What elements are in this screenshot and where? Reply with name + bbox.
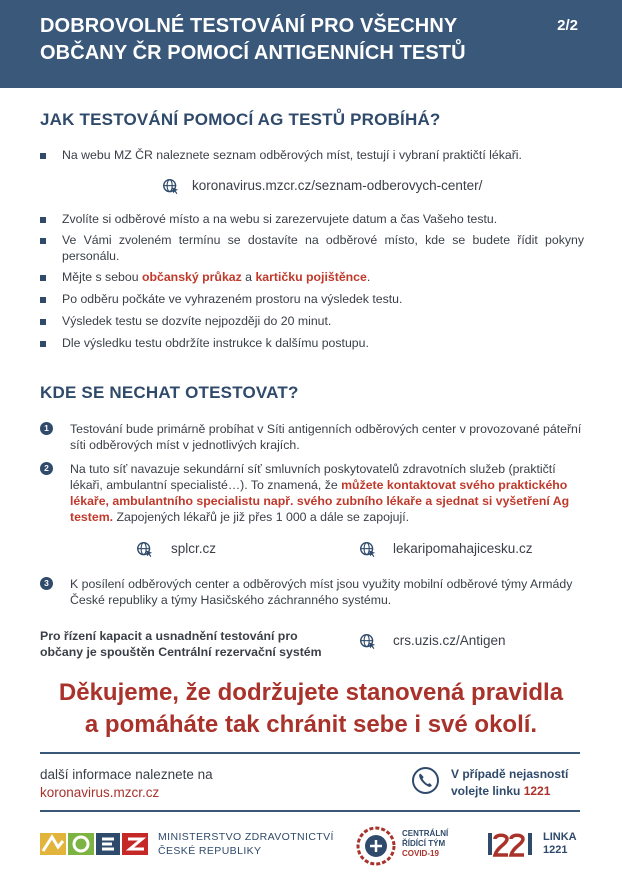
bullet-square-icon — [40, 275, 46, 281]
divider — [40, 810, 580, 812]
reservation-system-text: Pro řízení kapacit a usnadnění testování pro občany je spouštěn Centrální rezervační systém — [40, 629, 322, 659]
link-crs[interactable]: crs.uzis.cz/Antigen — [393, 633, 506, 648]
globe-cursor-icon — [162, 178, 179, 195]
list-item: Po odběru počkáte ve vyhrazeném prostoru na výsledek testu. — [40, 291, 584, 307]
more-info: další informace naleznete na koronavirus.mzcr.cz — [40, 767, 213, 800]
list-item: Ve Vámi zvoleném termínu se dostavíte na odběrové místo, kde se budete řídit pokyny personálu. — [40, 232, 584, 264]
hotline-number: 1221 — [523, 784, 551, 798]
link-lekaripomahaji[interactable]: lekaripomahajicesku.cz — [393, 541, 533, 556]
list-item: Na webu MZ ČR naleznete seznam odběrových míst, testují i vybraní praktičtí lékaři. — [40, 147, 584, 163]
mz-logo-text: MINISTERSTVO ZDRAVOTNICTVÍ ČESKÉ REPUBLIKY — [158, 831, 334, 857]
bullet-square-icon — [40, 153, 46, 159]
linka-logo-text: LINKA 1221 — [543, 831, 577, 856]
linka-1221-logo-icon — [487, 829, 539, 859]
globe-cursor-icon — [359, 633, 376, 650]
crt-emblem-icon — [356, 826, 396, 866]
list-item: Dle výsledku testu obdržíte instrukce k dalšímu postupu. — [40, 335, 584, 351]
hotline-text: V případě nejasností volejte linku 1221 — [451, 767, 569, 798]
section-title-where: KDE SE NECHAT OTESTOVAT? — [40, 383, 299, 402]
number-badge: 3 — [40, 577, 53, 590]
highlight-op: občanský průkaz — [141, 270, 242, 284]
thanks-line-2: a pomáháte tak chránit sebe i své okolí. — [84, 711, 538, 738]
number-badge: 2 — [40, 462, 53, 475]
bullet-square-icon — [40, 297, 46, 303]
phone-icon — [412, 767, 439, 794]
section-title-how: JAK TESTOVÁNÍ POMOCÍ AG TESTŮ PROBÍHÁ? — [40, 110, 441, 129]
link-koronavirus[interactable]: koronavirus.mzcr.cz — [40, 785, 160, 800]
highlight-kontakt-lekar: můžete kontaktovat svého praktického lékaře, ambulantního specialistu např. svého zubního lékaře a sjednat si vyšetření Ag testem. — [70, 478, 570, 524]
header-banner — [0, 0, 622, 88]
link-seznam-center[interactable]: koronavirus.mzcr.cz/seznam-odberovych-center/ — [192, 178, 483, 193]
link-splcr[interactable]: splcr.cz — [171, 541, 217, 556]
divider — [40, 752, 580, 754]
title-line-1: DOBROVOLNÉ TESTOVÁNÍ PRO VŠECHNY — [40, 15, 458, 37]
thanks-line-1: Děkujeme, že dodržujete stanovená pravidla — [58, 679, 564, 706]
list-item: Výsledek testu se dozvíte nejpozději do 20 minut. — [40, 313, 584, 329]
bullet-square-icon — [40, 341, 46, 347]
page-title — [40, 13, 540, 67]
list-item: Mějte s sebou občanský průkaz a kartičku pojištěnce. — [40, 269, 584, 285]
globe-cursor-icon — [136, 541, 153, 558]
bullet-square-icon — [40, 217, 46, 223]
numbered-item-3: 3 K posílení odběrových center a odběrových míst jsou využity mobilní odběrové týmy Armády České republiky a týmy Hasičského záchranného systému. — [40, 576, 584, 608]
bullet-square-icon — [40, 238, 46, 244]
bullet-square-icon — [40, 319, 46, 325]
numbered-item-2: 2 Na tuto síť navazuje sekundární síť smluvních poskytovatelů zdravotních služeb (praktičtí lékaři, ambulantní specialisté…). To znamená, že můžete kontaktovat svého praktického lékaře, ambulantního specialistu např. svého zubního lékaře a sjednat si vyšetření Ag testem. Zapojených lékařů je již přes 1 000 a dále se zapojují. — [40, 461, 584, 525]
numbered-item-1: 1 Testování bude primárně probíhat v Síti antigenních odběrových center v provozované páteřní síti odběrových míst v jednotlivých krajích. — [40, 421, 584, 453]
title-line-2: OBČANY ČR POMOCÍ ANTIGENNÍCH TESTŮ — [40, 42, 466, 64]
globe-cursor-icon — [359, 541, 376, 558]
list-item: Zvolíte si odběrové místo a na webu si zarezervujete datum a čas Vašeho testu. — [40, 211, 584, 227]
crt-logo-text: CENTRÁLNÍ ŘÍDÍCÍ TÝM COVID-19 — [402, 829, 449, 858]
page-number: 2/2 — [557, 17, 578, 34]
number-badge: 1 — [40, 422, 53, 435]
mz-logo-icon — [40, 829, 150, 859]
highlight-pojistenec: kartičku pojištěnce — [255, 270, 367, 284]
